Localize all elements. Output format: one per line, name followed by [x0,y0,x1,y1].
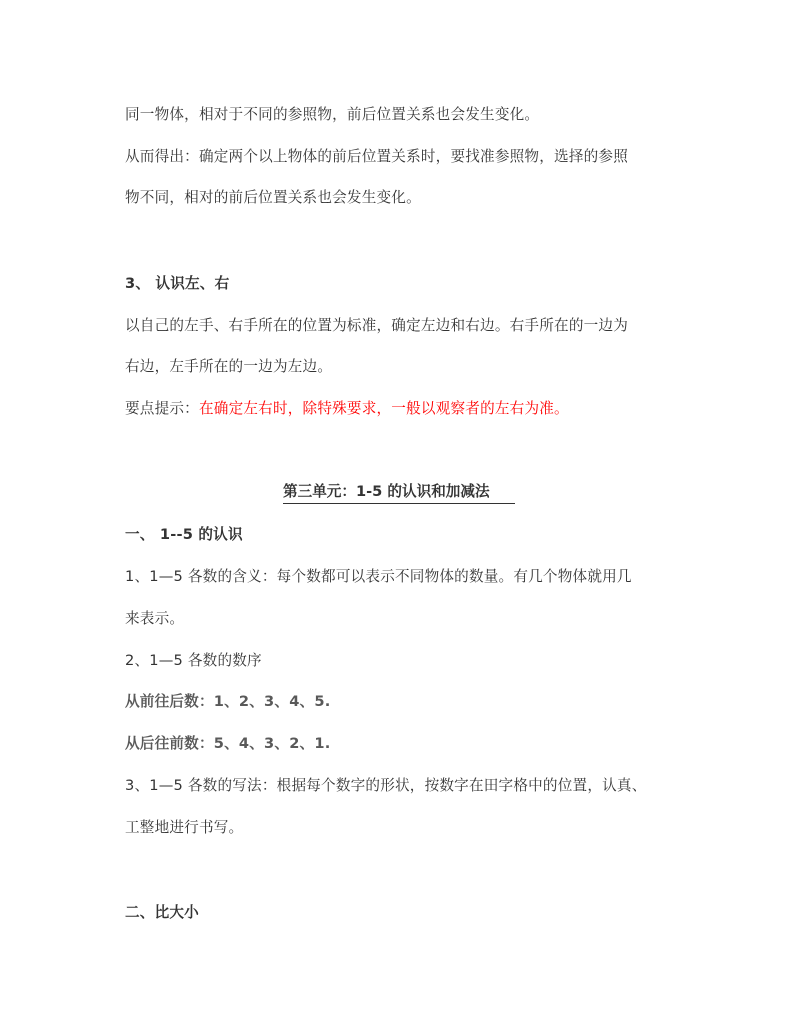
item-1-meaning-line-1: 1、1—5 各数的含义：每个数都可以表示不同物体的数量。有几个物体就用几 [125,568,632,585]
forward-count: 从前往后数：1、2、3、4、5. [125,693,331,710]
item-3-writing-line-2: 工整地进行书写。 [125,819,244,836]
paragraph-conclusion-line-1: 从而得出：确定两个以上物体的前后位置关系时，要找准参照物，选择的参照 [125,148,628,165]
unit-three-title: 第三单元：1-5 的认识和加减法 [283,482,515,504]
paragraph-reference-object: 同一物体，相对于不同的参照物，前后位置关系也会发生变化。 [125,106,540,123]
item-1-meaning-line-2: 来表示。 [125,610,185,627]
paragraph-left-right-line-1: 以自己的左手、右手所在的位置为标准，确定左边和右边。右手所在的一边为 [125,317,628,334]
key-point-tip [125,399,569,419]
tip-text-red: 在确定左右时，除特殊要求，一般以观察者的左右为准。 [198,400,569,417]
paragraph-conclusion-line-2: 物不同，相对的前后位置关系也会发生变化。 [125,189,421,206]
paragraph-left-right-line-2: 右边，左手所在的一边为左边。 [125,358,333,375]
heading-left-right: 3、 认识左、右 [125,275,230,292]
item-2-order: 2、1—5 各数的数序 [125,652,262,669]
tip-label: 要点提示： [125,400,199,417]
heading-part-two: 二、比大小 [125,904,199,921]
backward-count: 从后往前数：5、4、3、2、1. [125,735,331,752]
heading-part-one: 一、 1--5 的认识 [125,526,243,543]
item-3-writing-line-1: 3、1—5 各数的写法：根据每个数字的形状，按数字在田字格中的位置，认真、 [125,777,647,794]
